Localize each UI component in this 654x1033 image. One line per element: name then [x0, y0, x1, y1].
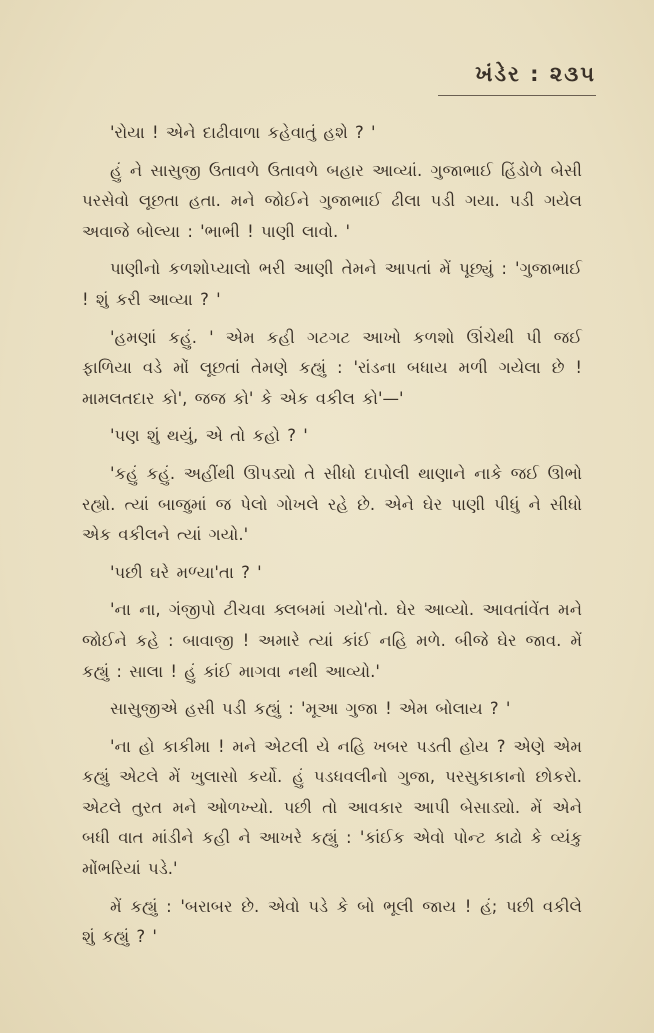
body-text	[82, 118, 582, 960]
paragraph: મેં કહ્યું : 'બરાબર છે. એવો પડે કે બો ભૂલી જાય ! હં; પછી વકીલે શું કહ્યું ? '	[82, 896, 582, 947]
paragraph: 'પછી ઘરે મળ્યા'તા ? '	[110, 562, 262, 582]
paragraph: 'કહું કહું. અહીંથી ઊપડ્યો તે સીધો દાપોલી થાણાને નાકે જઈ ઊભો રહ્યો. ત્યાં બાજુમાં જ પેલો ગોખલે રહે છે. એને ઘેર પાણી પીધું ને સીધો એક વકીલને ત્યાં ગયો.'	[82, 463, 582, 545]
paragraph: હું ને સાસુજી ઉતાવળે ઉતાવળે બહાર આવ્યાં. ગુજાભાઈ હિંડોળે બેસી પરસેવો લૂછતા હતા. મને જોઈને ગુજાભાઈ ઢીલા પડી ગયા. પડી ગયેલ અવાજે બોલ્યા : 'ભાભી ! પાણી લાવો. '	[82, 160, 582, 241]
header-rule	[438, 95, 596, 96]
paragraph: સાસુજીએ હસી પડી કહ્યું : 'મૂઆ ગુજા ! એમ બોલાય ? '	[110, 699, 511, 719]
paragraph: 'ના ના, ગંજીપો ટીચવા ક્લબમાં ગયો'તો. ઘેર આવ્યો. આવતાંવેંત મને જોઈને કહે : બાવાજી ! અમારે ત્યાં કાંઈ નહિ મળે. બીજે ઘેર જાવ. મેં કહ્યું : સાલા ! હું કાંઈ માગવા નથી આવ્યો.'	[82, 600, 582, 681]
paragraph: 'હમણાં કહું. ' એમ કહી ગટગટ આખો કળશો ઊંચેથી પી જઈ ફાળિયા વડે મોં લૂછતાં તેમણે કહ્યું : 'રાંડના બધાય મળી ગયેલા છે ! મામલતદાર કો', જજ કો' કે એક વકીલ કો'—'	[82, 327, 582, 408]
paragraph: 'ના હો કાકીમા ! મને એટલી યે નહિ ખબર પડતી હોય ? એણે એમ કહ્યું એટલે મેં ખુલાસો કર્યો. હું પડધવલીનો ગુજા, પરસુકાકાનો છોકરો. એટલે તુરત મને ઓળખ્યો. પછી તો આવકાર આપી બેસાડ્યો. મેં એને બધી વાત માંડીને કહી ને આખરે કહ્યું : 'કાંઈક એવો પોન્ટ કાઢો કે વ્યંકુ મોંભરિયાં પડે.'	[82, 736, 582, 879]
paragraph: 'રોયા ! એને દાઢીવાળા કહેવાતું હશે ? '	[110, 123, 376, 142]
paragraph: 'પણ શું થયું, એ તો કહો ? '	[110, 426, 308, 446]
running-head: ખંડેર : ૨૩૫	[475, 62, 596, 86]
paragraph: પાણીનો કળશોપ્યાલો ભરી આણી તેમને આપતાં મેં પૂછ્યું : 'ગુજાભાઈ ! શું કરી આવ્યા ? '	[82, 259, 582, 309]
